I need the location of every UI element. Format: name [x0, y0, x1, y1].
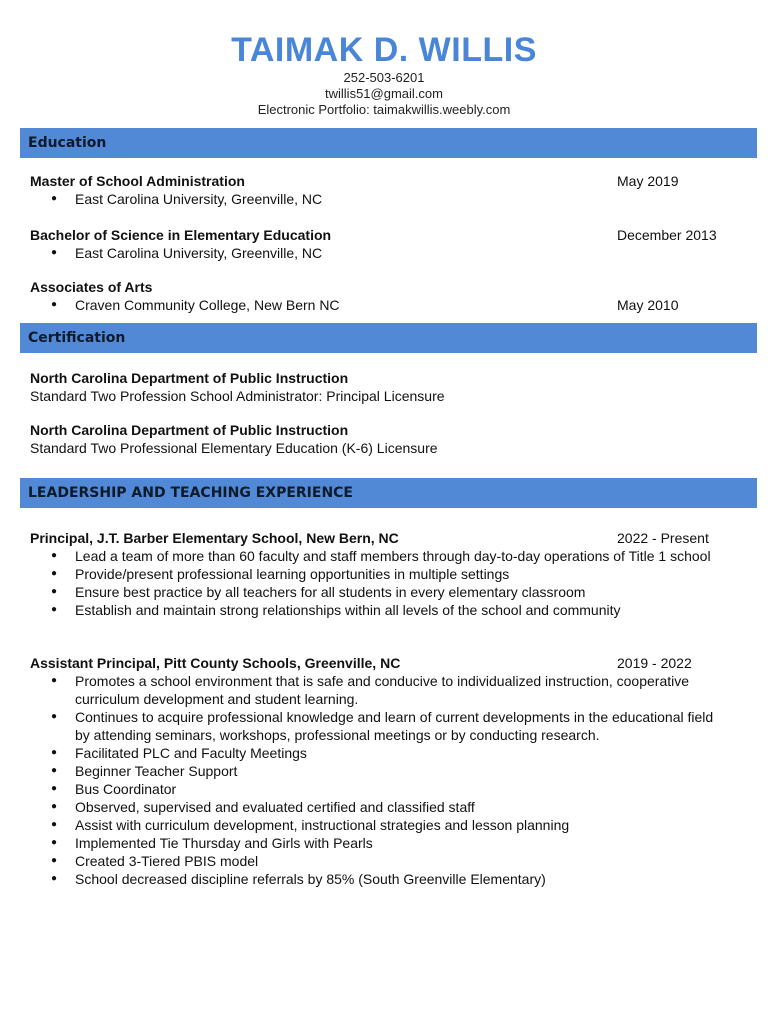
job-duty: ● Facilitated PLC and Faculty Meetings	[30, 744, 730, 762]
education-section-bar	[20, 128, 757, 158]
job-duty: ● Observed, supervised and evaluated certified and classified staff	[30, 798, 730, 816]
portfolio-link: Electronic Portfolio: taimakwillis.weebly.com	[257, 102, 511, 117]
job-duty: ● Bus Coordinator	[30, 780, 730, 798]
education-item	[30, 226, 730, 262]
resume-header	[0, 0, 768, 118]
degree-title: Master of School Administration	[30, 173, 245, 189]
education-item	[30, 278, 730, 314]
job-duty: ● Implemented Tie Thursday and Girls with Pearls	[30, 834, 730, 852]
job-date: 2019 - 2022	[617, 655, 692, 671]
certification-description: Standard Two Professional Elementary Education (K-6) Licensure	[30, 440, 438, 456]
job-duty: ● School decreased discipline referrals by 85% (South Greenville Elementary)	[30, 870, 730, 888]
job-entry	[30, 654, 730, 888]
certification-section-bar	[20, 323, 757, 353]
certifying-organization: North Carolina Department of Public Instruction	[30, 422, 349, 438]
school-name: ● East Carolina University, Greenville, NC	[30, 244, 730, 262]
certification-section-title: Certification	[28, 330, 126, 346]
degree-date: May 2010	[617, 297, 679, 313]
degree-date: December 2013	[617, 227, 717, 243]
degree-date: May 2019	[617, 173, 679, 189]
education-item	[30, 172, 730, 208]
certification-description: Standard Two Profession School Administrator: Principal Licensure	[30, 388, 445, 404]
education-section-title: Education	[28, 135, 107, 151]
candidate-name: TAIMAK D. WILLIS	[231, 31, 537, 69]
job-duty: ● Continues to acquire professional knowledge and learn of current developments in the educational field by attending seminars, workshops, professional meetings or by conducting research.	[30, 708, 730, 744]
job-duty: ● Lead a team of more than 60 faculty and staff members through day-to-day operations of Title 1 school	[30, 547, 730, 565]
degree-title: Associates of Arts	[30, 279, 153, 295]
job-role: Assistant Principal, Pitt County Schools, Greenville, NC	[30, 655, 401, 671]
job-duty: ● Provide/present professional learning opportunities in multiple settings	[30, 565, 730, 583]
email-address: twillis51@gmail.com	[325, 86, 443, 101]
school-name: ● East Carolina University, Greenville, NC	[30, 190, 730, 208]
job-duties-list	[30, 547, 730, 619]
school-name: ● Craven Community College, New Bern NC	[30, 296, 730, 314]
job-entry	[30, 529, 730, 619]
job-duty: ● Created 3-Tiered PBIS model	[30, 852, 730, 870]
job-duty: ● Assist with curriculum development, instructional strategies and lesson planning	[30, 816, 730, 834]
job-duty: ● Beginner Teacher Support	[30, 762, 730, 780]
job-duty: ● Promotes a school environment that is safe and conducive to individualized instruction, cooperative curriculum development and student learning.	[30, 672, 730, 708]
degree-title: Bachelor of Science in Elementary Education	[30, 227, 332, 243]
certification-item	[30, 369, 730, 405]
job-date: 2022 - Present	[617, 530, 709, 546]
certification-item	[30, 421, 730, 457]
job-duty: ● Ensure best practice by all teachers for all students in every elementary classroom	[30, 583, 730, 601]
job-duties-list	[30, 672, 730, 888]
experience-section-title: LEADERSHIP AND TEACHING EXPERIENCE	[28, 485, 353, 501]
job-duty: ● Establish and maintain strong relationships within all levels of the school and community	[30, 601, 730, 619]
certifying-organization: North Carolina Department of Public Instruction	[30, 370, 349, 386]
job-role: Principal, J.T. Barber Elementary School, New Bern, NC	[30, 530, 399, 546]
phone-number: 252-503-6201	[343, 70, 425, 85]
experience-section-bar	[20, 478, 757, 508]
